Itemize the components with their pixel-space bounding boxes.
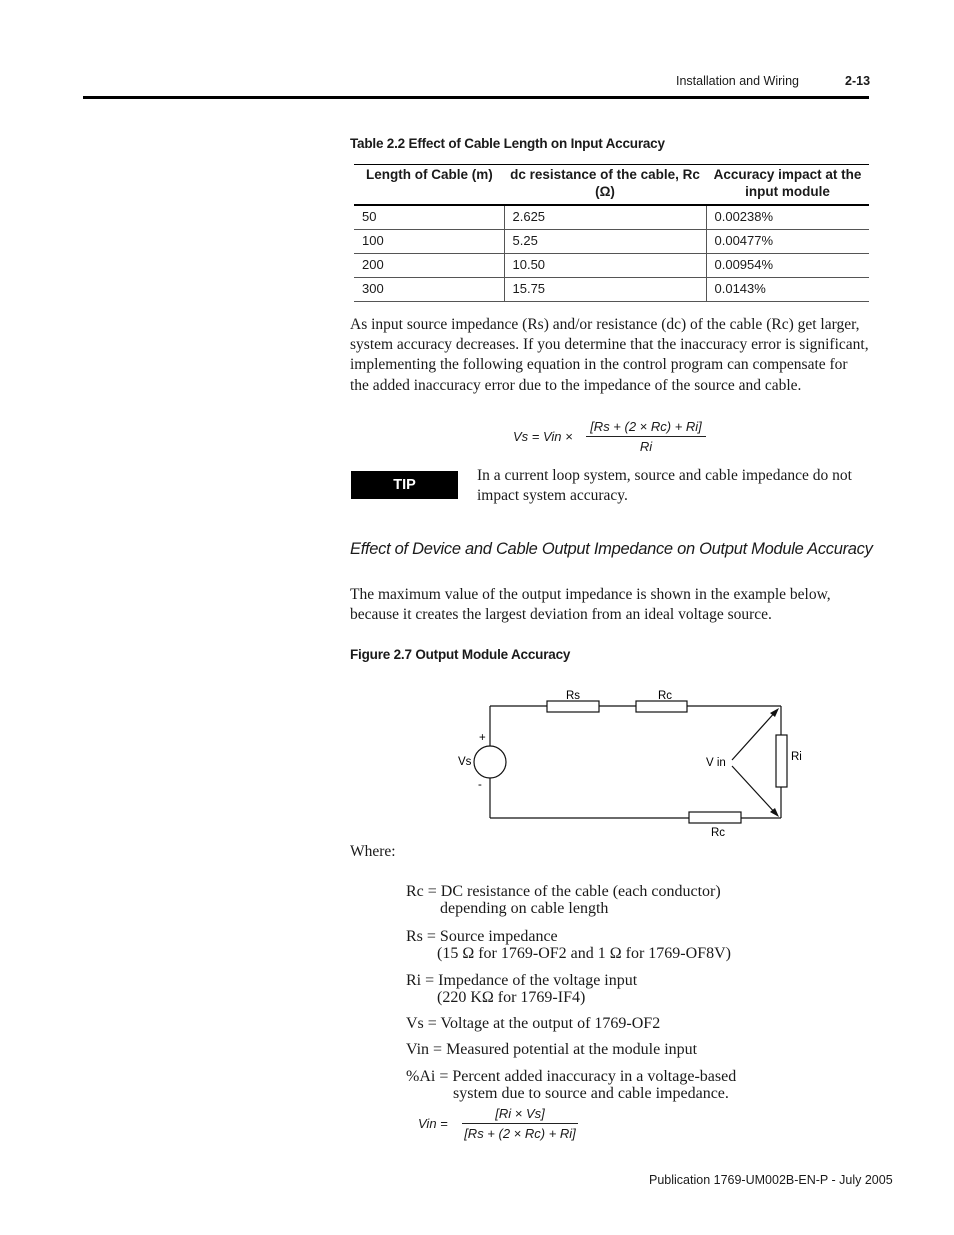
formula-lhs: Vs = Vin × [513,429,573,444]
definition-term: Rs = Source impedance [406,928,558,945]
table-caption: Table 2.2 Effect of Cable Length on Input Accuracy [350,136,665,151]
definition-term: Ri = Impedance of the voltage input [406,972,638,989]
section-subheading: Effect of Device and Cable Output Impedance on Output Module Accuracy [350,540,873,558]
label-rs: Rs [565,690,581,702]
label-rc-bottom: Rc [710,827,726,839]
definition-term: %Ai = Percent added inaccuracy in a voltage-based [406,1068,737,1085]
table-row [354,278,869,302]
definition-item [406,883,721,917]
running-header-section: Installation and Wiring [676,74,799,88]
table-cell: 2.625 [504,205,706,230]
definition-item [406,972,637,1006]
ri-resistor [776,735,787,787]
table-cell: 0.00238% [706,205,869,230]
tip-label: TIP [351,471,458,499]
definition-item [406,1015,660,1032]
where-label: Where: [350,843,396,860]
label-vin: V in [706,757,726,769]
definition-detail: depending on cable length [440,900,609,917]
definition-detail: (220 KΩ for 1769-IF4) [437,989,586,1006]
table-header-row [354,165,869,206]
table-cell: 50 [354,205,504,230]
rs-resistor [547,701,599,712]
label-plus: + [479,732,486,744]
column-header: Length of Cable (m) [354,165,504,206]
body-paragraph: The maximum value of the output impedance is shown in the example below, because it creates the largest deviation from an ideal voltage source. [350,586,831,624]
table-cell: 15.75 [504,278,706,302]
definition-item [406,1041,697,1058]
table-cell: 100 [354,230,504,254]
formula-lhs: Vin = [418,1116,448,1131]
vin-arrow-top [732,710,777,760]
label-vs: Vs [458,756,472,768]
formula-numerator: [Rs + (2 × Rc) + Ri] [590,419,702,434]
table-cell: 10.50 [504,254,706,278]
definition-term: Vs = Voltage at the output of 1769-OF2 [406,1015,661,1032]
vin-arrow-bottom [732,766,777,815]
publication-footer: Publication 1769-UM002B-EN-P - July 2005 [649,1173,893,1187]
label-minus: - [478,779,482,791]
cable-accuracy-table [354,164,869,302]
fraction-bar [586,436,706,437]
formula-numerator: [Ri × Vs] [495,1106,545,1121]
output-module-circuit [440,680,820,840]
table-cell: 0.00954% [706,254,869,278]
page-number: 2-13 [845,74,871,88]
formula-denominator: [Rs + (2 × Rc) + Ri] [464,1126,576,1141]
definition-item [406,928,731,962]
label-ri: Ri [791,751,802,763]
rc-bottom-resistor [689,812,741,823]
column-header: dc resistance of the cable, Rc (Ω) [504,165,706,206]
voltage-source [474,746,506,778]
table-row [354,230,869,254]
tip-text: In a current loop system, source and cable impedance do not impact system accuracy. [477,467,852,505]
figure-caption: Figure 2.7 Output Module Accuracy [350,647,571,662]
definition-detail: system due to source and cable impedance. [453,1085,729,1102]
table-row [354,205,869,230]
table-cell: 200 [354,254,504,278]
table-cell: 0.00477% [706,230,869,254]
definition-detail: (15 Ω for 1769-OF2 and 1 Ω for 1769-OF8V) [437,945,731,962]
table-cell: 300 [354,278,504,302]
header-rule [83,96,869,99]
table-row [354,254,869,278]
definition-term: Rc = DC resistance of the cable (each conductor) [406,883,721,900]
table-cell: 5.25 [504,230,706,254]
label-rc-top: Rc [657,690,673,702]
table-cell: 0.0143% [706,278,869,302]
body-paragraph: As input source impedance (Rs) and/or resistance (dc) of the cable (Rc) get larger, system accuracy decreases. If you determine that the inaccuracy error is significant, implementing the following equation in the control program can compensate for the added inaccuracy error due to the impedance of the source and cable. [350,316,869,394]
column-header: Accuracy impact at the input module [706,165,869,206]
definition-term: Vin = Measured potential at the module input [406,1041,698,1058]
fraction-bar [462,1123,578,1124]
formula-denominator: Ri [639,439,653,454]
rc-top-resistor [636,701,687,712]
definition-item [406,1068,736,1102]
